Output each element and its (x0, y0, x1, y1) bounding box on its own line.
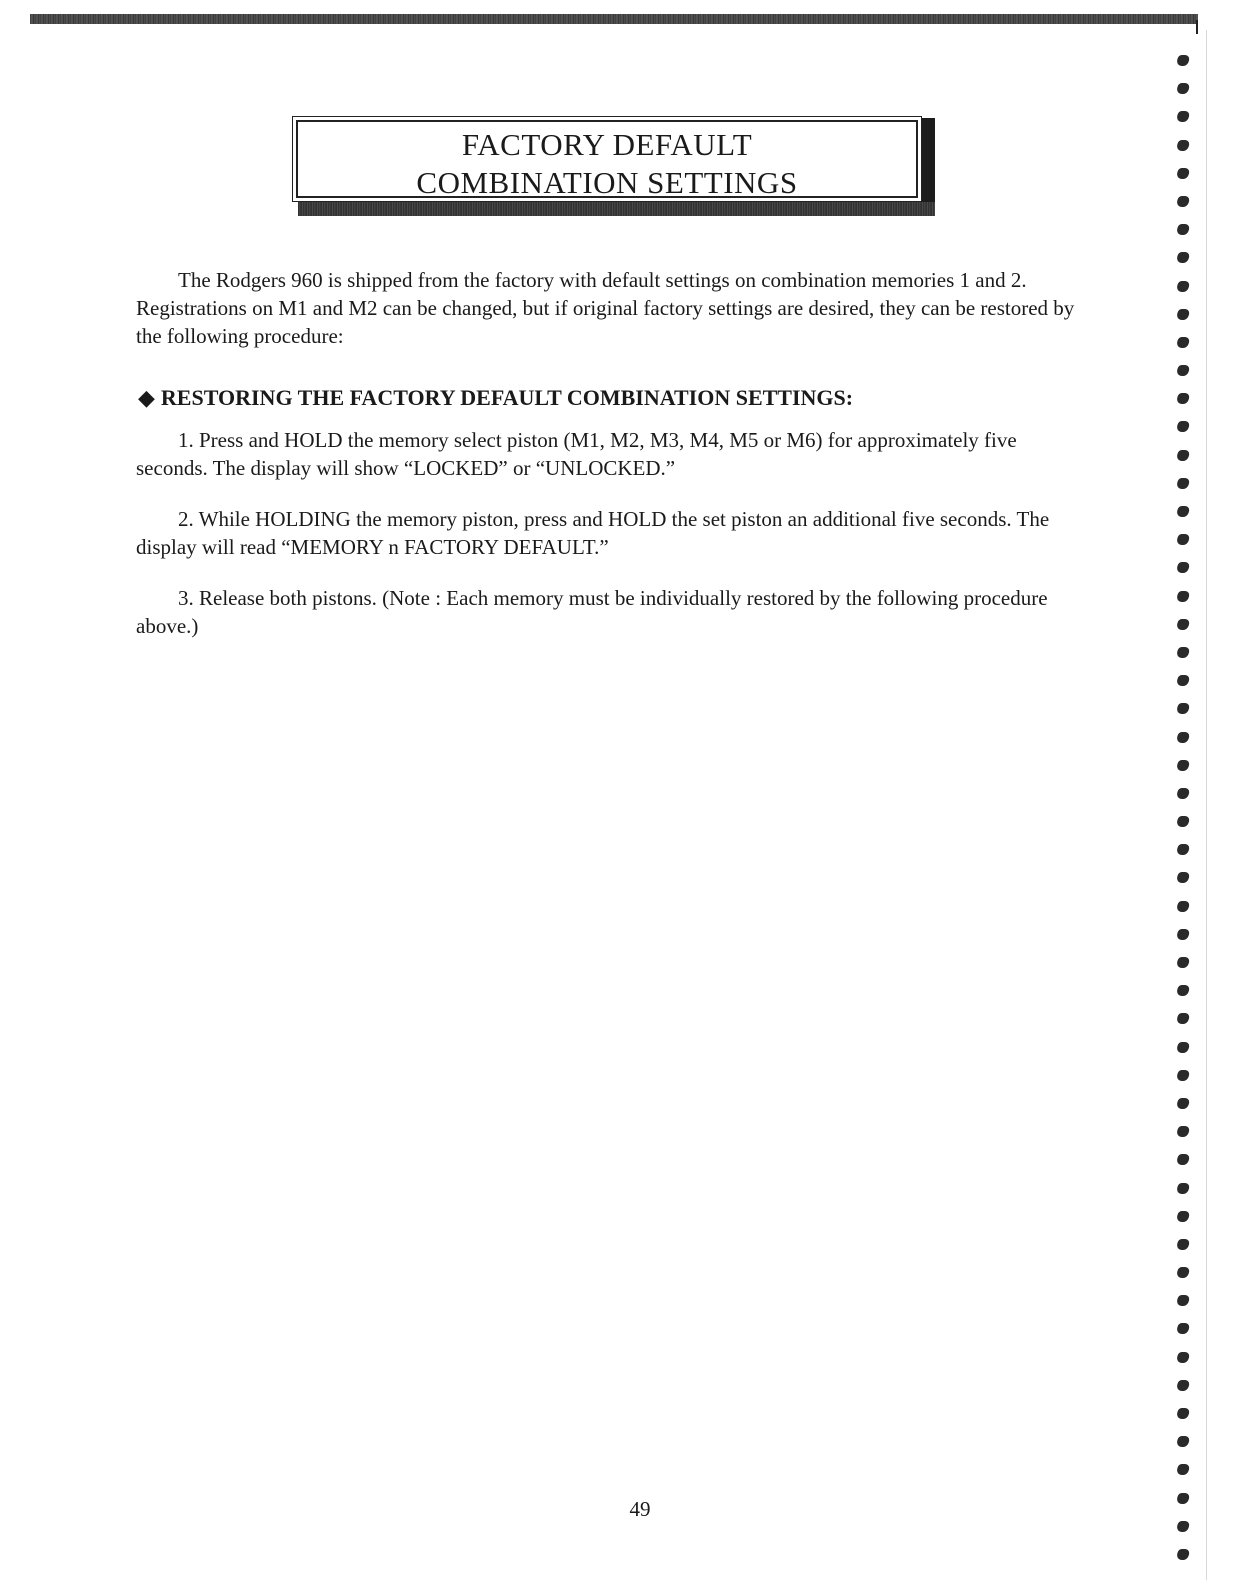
binding-hole (1175, 534, 1191, 545)
binding-hole (1175, 83, 1191, 94)
binding-hole (1175, 1464, 1191, 1475)
binding-hole (1175, 1352, 1191, 1363)
title-box-shadow-bottom (298, 202, 935, 216)
binding-hole (1175, 732, 1191, 743)
binding-hole (1175, 1126, 1191, 1137)
step-2 (136, 505, 1086, 561)
binding-hole (1175, 1380, 1191, 1391)
binding-hole (1175, 760, 1191, 771)
binding-hole (1175, 1239, 1191, 1250)
binding-hole (1175, 591, 1191, 602)
binding-hole (1175, 562, 1191, 573)
binding-hole (1175, 196, 1191, 207)
binding-hole (1175, 365, 1191, 376)
section-heading (138, 384, 853, 412)
binding-hole (1175, 872, 1191, 883)
binding-hole (1175, 1408, 1191, 1419)
diamond-icon: ◆ (138, 385, 155, 410)
binding-hole (1175, 1267, 1191, 1278)
binding-hole (1175, 703, 1191, 714)
binding-hole (1175, 1323, 1191, 1334)
binding-hole (1175, 224, 1191, 235)
binding-hole (1175, 619, 1191, 630)
binding-hole (1175, 252, 1191, 263)
binding-holes (1168, 55, 1198, 1577)
binding-hole (1175, 929, 1191, 940)
binding-hole (1175, 647, 1191, 658)
page-edge-line (1206, 30, 1207, 1580)
step-1-text: 1. Press and HOLD the memory select piston (M1, M2, M3, M4, M5 or M6) for approximately five seconds. The display will show “LOCKED” or “UNLOCKED.” (136, 428, 1017, 480)
binding-hole (1175, 1549, 1191, 1560)
binding-hole (1175, 901, 1191, 912)
binding-hole (1175, 281, 1191, 292)
binding-hole (1175, 1183, 1191, 1194)
binding-hole (1175, 450, 1191, 461)
binding-hole (1175, 506, 1191, 517)
binding-hole (1175, 1493, 1191, 1504)
binding-hole (1175, 816, 1191, 827)
binding-hole (1175, 393, 1191, 404)
binding-hole (1175, 1295, 1191, 1306)
intro-text: The Rodgers 960 is shipped from the factory with default settings on combination memories 1 and 2. Registrations on M1 and M2 can be changed, but if original factory settings are desired, they can be restored by the following procedure: (136, 268, 1075, 348)
page-title (296, 120, 918, 198)
page-title-line-2: COMBINATION SETTINGS (416, 165, 798, 200)
binding-hole (1175, 788, 1191, 799)
binding-hole (1175, 1013, 1191, 1024)
binding-hole (1175, 478, 1191, 489)
binding-hole (1175, 1521, 1191, 1532)
binding-hole (1175, 1098, 1191, 1109)
top-border-rule (30, 14, 1198, 24)
step-1 (136, 426, 1086, 482)
binding-hole (1175, 1154, 1191, 1165)
step-3-text: 3. Release both pistons. (Note : Each memory must be individually restored by the following procedure above.) (136, 586, 1048, 638)
binding-hole (1175, 140, 1191, 151)
section-heading-text: RESTORING THE FACTORY DEFAULT COMBINATION SETTINGS: (160, 385, 854, 410)
page-title-line-1: FACTORY DEFAULT (461, 127, 753, 162)
binding-hole (1175, 55, 1191, 66)
binding-hole (1175, 421, 1191, 432)
binding-hole (1175, 111, 1191, 122)
binding-hole (1175, 337, 1191, 348)
binding-hole (1175, 168, 1191, 179)
binding-hole (1175, 1070, 1191, 1081)
intro-paragraph (136, 266, 1086, 350)
title-box (292, 116, 922, 202)
top-border-tail (1196, 20, 1198, 34)
binding-hole (1175, 844, 1191, 855)
page-number: 49 (629, 1497, 651, 1521)
binding-hole (1175, 957, 1191, 968)
binding-hole (1175, 309, 1191, 320)
binding-hole (1175, 1042, 1191, 1053)
binding-hole (1175, 1436, 1191, 1447)
binding-hole (1175, 985, 1191, 996)
binding-hole (1175, 1211, 1191, 1222)
step-2-text: 2. While HOLDING the memory piston, press and HOLD the set piston an additional five seconds. The display will read “MEMORY n FACTORY DEFAULT.” (136, 507, 1050, 559)
binding-hole (1175, 675, 1191, 686)
step-3 (136, 584, 1086, 640)
